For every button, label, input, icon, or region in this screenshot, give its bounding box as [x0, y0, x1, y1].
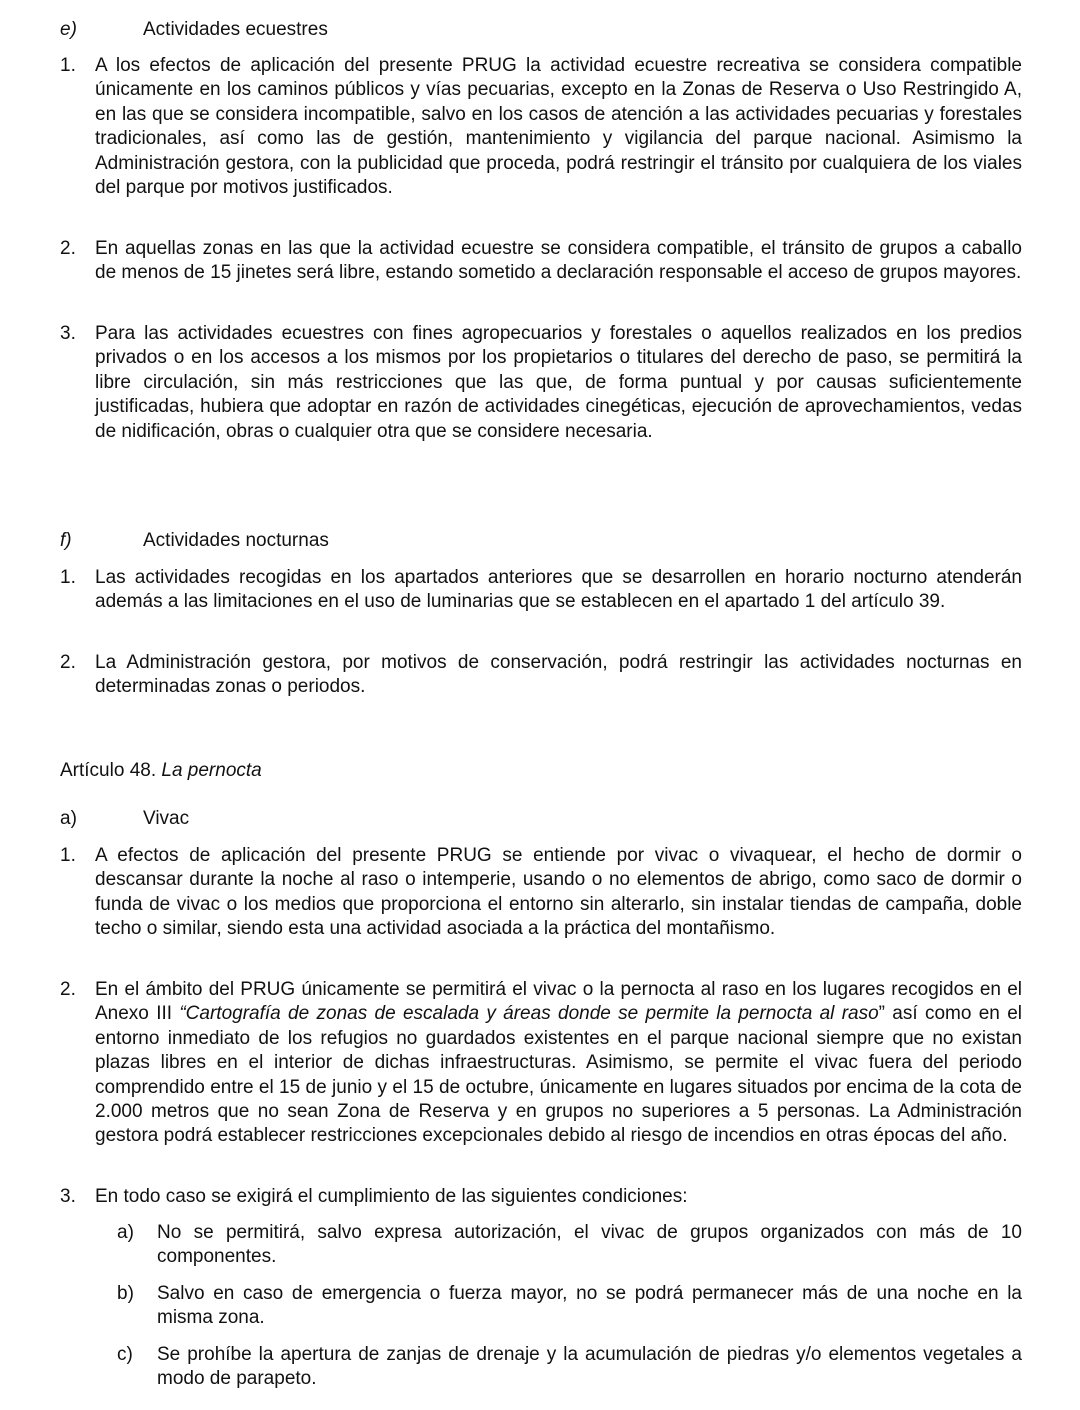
- sub-list-item: [117, 1282, 1022, 1331]
- text-part: En el ámbito del PRUG únicamente se permitirá el vivac o la pernocta al raso en los lugares recogidos en el Anexo III: [95, 979, 1022, 1025]
- sub-list-item: [117, 1343, 1022, 1392]
- list-item: [60, 1185, 1022, 1209]
- item-text: A efectos de aplicación del presente PRUG se entiende por vivac o vivaquear, el hecho de dormir o descansar durante la noche al raso o intemperie, usando o no elementos de abrigo, como saco de dormir o funda de vivac o los medios que proporciona el entorno sin alterarlo, sin instalar tiendas de campaña, doble techo o similar, siendo esta una actividad asociada a la práctica del montañismo.: [95, 845, 1022, 940]
- item-letter: b): [117, 1283, 134, 1304]
- item-number: 3.: [60, 323, 76, 344]
- item-number: 3.: [60, 1186, 76, 1207]
- article-label: Artículo 48.: [60, 760, 157, 781]
- item-text: No se permitirá, salvo expresa autorización, el vivac de grupos organizados con más de 10 componentes.: [157, 1222, 1022, 1268]
- item-text: Para las actividades ecuestres con fines agropecuarios y forestales o aquellos realizados en los predios privados o en los accesos a los mismos por los propietarios o titulares del derecho de paso, se permitirá la libre circulación, sin más restricciones que las que, de forma puntual y por causas suficientemente justificadas, hubiera que adoptar en razón de actividades cinegéticas, ejecución de aprovechamientos, vedas de nidificación, obras o cualquier otra que se considere necesaria.: [95, 323, 1022, 442]
- item-text: Las actividades recogidas en los apartados anteriores que se desarrollen en horario nocturno atenderán además a las limitaciones en el uso de luminarias que se establecen en el apartado 1 del artículo 39.: [95, 567, 1022, 613]
- item-number: 2.: [60, 238, 76, 259]
- item-text: En todo caso se exigirá el cumplimiento de las siguientes condiciones:: [95, 1186, 688, 1207]
- section-title: Vivac: [143, 808, 190, 829]
- sub-list-item: [117, 1221, 1022, 1270]
- item-number: 1.: [60, 567, 76, 588]
- item-letter: c): [117, 1344, 133, 1365]
- section-title: Actividades nocturnas: [143, 530, 329, 551]
- item-number: 1.: [60, 845, 76, 866]
- section-letter: e): [60, 19, 77, 40]
- item-text: Salvo en caso de emergencia o fuerza mayor, no se podrá permanecer más de una noche en la misma zona.: [157, 1283, 1022, 1329]
- section-letter: a): [60, 808, 77, 829]
- list-item: [60, 237, 1022, 286]
- item-letter: a): [117, 1222, 134, 1243]
- article-title: La pernocta: [161, 760, 262, 781]
- list-item: [60, 844, 1022, 942]
- article-heading: [60, 759, 262, 783]
- item-text: La Administración gestora, por motivos de conservación, podrá restringir las actividades nocturnas en determinadas zonas o periodos.: [95, 652, 1022, 698]
- section-title: Actividades ecuestres: [143, 19, 328, 40]
- list-item: [60, 322, 1022, 444]
- list-item: [60, 651, 1022, 700]
- annex-title: “Cartografía de zonas de escalada y áreas donde se permite la pernocta al raso: [179, 1003, 879, 1025]
- text-part: ” así como en el entorno inmediato de los refugios no guardados existentes en el parque nacional siempre que no existan plazas libres en el interior de dichas infraestructuras. Asimismo, se permite el vivac fuera del periodo comprendido entre el 15 de junio y el 15 de octubre, únicamente en lugares situados por encima de la cota de 2.000 metros que no sean Zona de Reserva y en grupos no superiores a 5 personas. La Administración gestora podrá establecer restricciones excepcionales debido al riesgo de incendios en otras épocas del año.: [95, 1003, 1022, 1147]
- item-number: 1.: [60, 55, 76, 76]
- list-item: [60, 54, 1022, 200]
- item-number: 2.: [60, 652, 76, 673]
- item-number: 2.: [60, 979, 76, 1000]
- item-text: En aquellas zonas en las que la actividad ecuestre se considera compatible, el tránsito de grupos a caballo de menos de 15 jinetes será libre, estando sometido a declaración responsable el acceso de grupos mayores.: [95, 238, 1022, 284]
- list-item: [60, 978, 1022, 1149]
- item-text: [95, 978, 1022, 1149]
- item-text: Se prohíbe la apertura de zanjas de drenaje y la acumulación de piedras y/o elementos vegetales a modo de parapeto.: [157, 1344, 1022, 1390]
- list-item: [60, 566, 1022, 615]
- item-text: A los efectos de aplicación del presente PRUG la actividad ecuestre recreativa se considera compatible únicamente en los caminos públicos y vías pecuarias, excepto en la Zonas de Reserva o Uso Restringido A, en las que se considera incompatible, salvo en los casos de atención a las actividades pecuarias y forestales tradicionales, así como las de gestión, mantenimiento y vigilancia del parque nacional. Asimismo la Administración gestora, con la publicidad que proceda, podrá restringir el tránsito por cualquiera de los viales del parque por motivos justificados.: [95, 55, 1022, 199]
- section-letter: f): [60, 530, 72, 551]
